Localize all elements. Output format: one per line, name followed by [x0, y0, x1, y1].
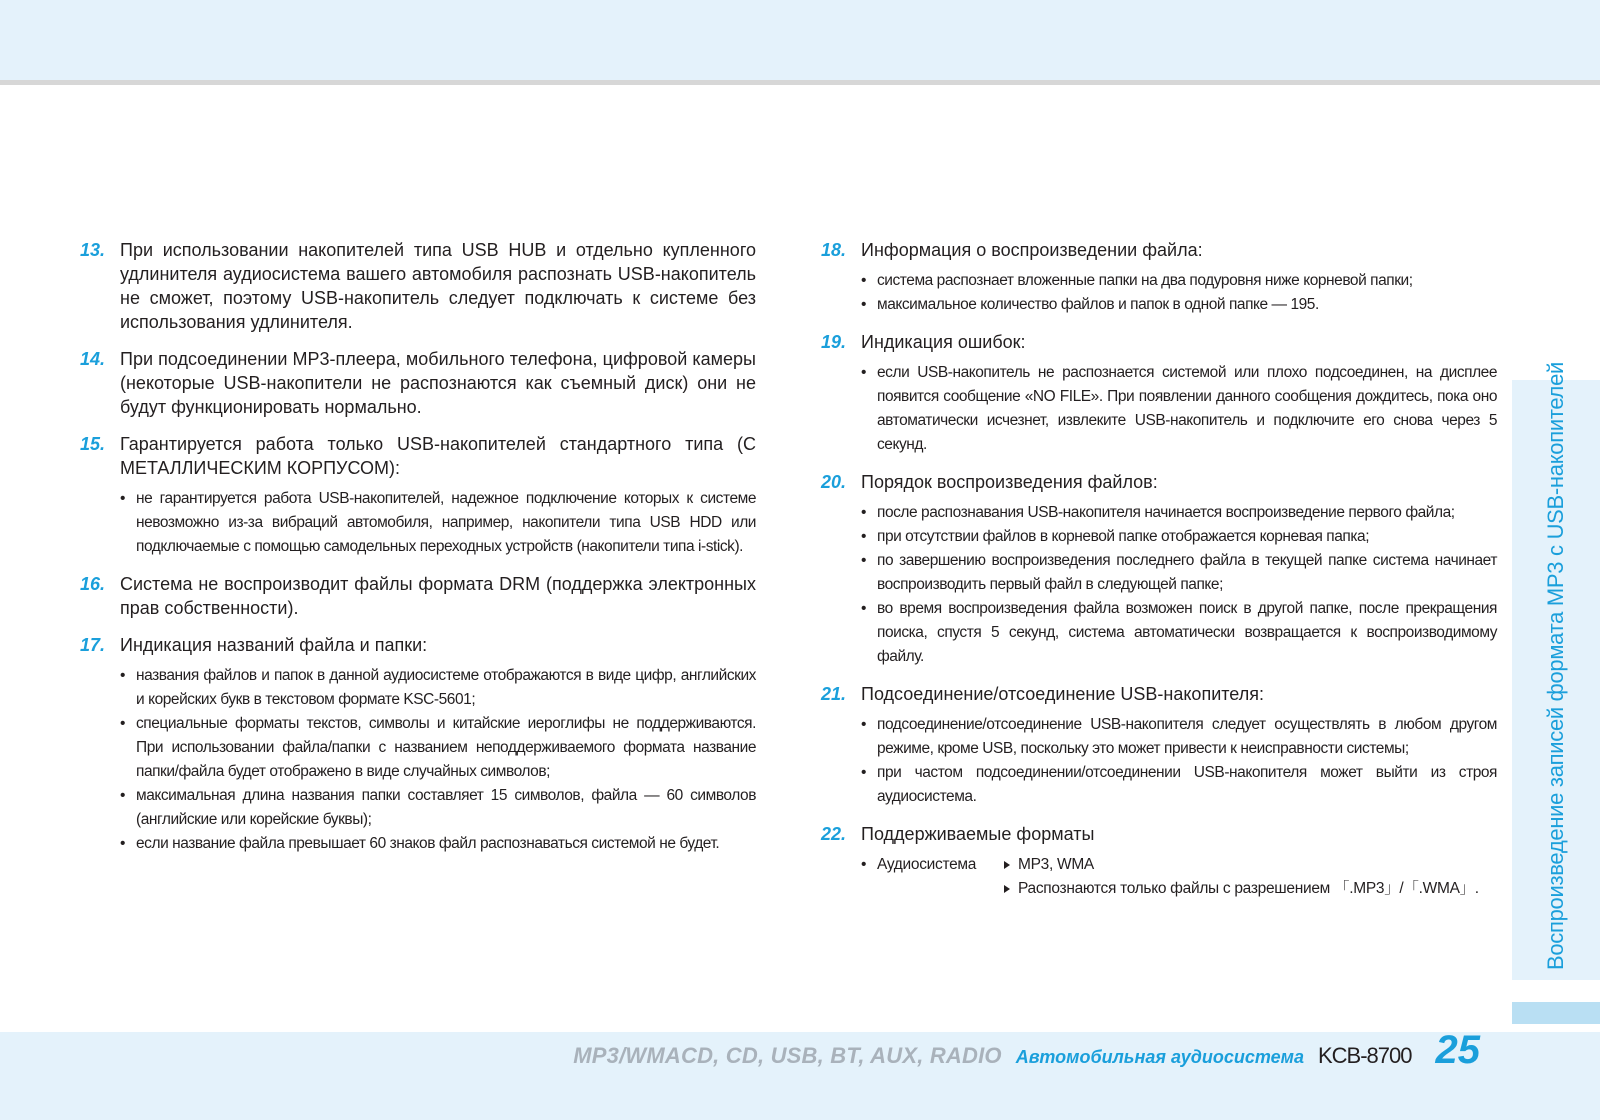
- item-number: 17.: [80, 635, 106, 655]
- bullet-text: названия файлов и папок в данной аудиосистеме отображаются в виде цифр, английских и корейских букв в текстовом формате KSC-5601;: [136, 667, 756, 708]
- bullet-item: [120, 712, 756, 784]
- bullet-item: [861, 361, 1497, 457]
- item-number: 21.: [821, 684, 847, 704]
- bullet-list: [861, 361, 1497, 457]
- item-number: 13.: [80, 240, 106, 260]
- bullet-icon: •: [861, 504, 866, 521]
- list-item: [80, 347, 756, 419]
- bullet-item: [861, 713, 1497, 761]
- bullet-text: при отсутствии файлов в корневой папке отображается корневая папка;: [877, 528, 1370, 545]
- bullet-icon: •: [861, 364, 866, 381]
- formats-row: [861, 853, 1497, 901]
- bullet-text: максимальное количество файлов и папок в одной папке — 195.: [877, 296, 1319, 313]
- item-text: Подсоединение/отсоединение USB-накопителя:: [861, 684, 1264, 704]
- item-number: 14.: [80, 349, 106, 369]
- bullet-item: [861, 525, 1497, 549]
- item-number: 22.: [821, 824, 847, 844]
- item-text: Гарантируется работа только USB-накопителей стандартного типа (С МЕТАЛЛИЧЕСКИМ КОРПУСОМ):: [120, 434, 756, 478]
- bullet-icon: •: [120, 667, 125, 684]
- item-text: Порядок воспроизведения файлов:: [861, 472, 1158, 492]
- formats-value-text: Распознаются только файлы с разрешением 「.MP3」/「.WMA」.: [1018, 880, 1479, 897]
- footer-model: KCB-8700: [1317, 1043, 1412, 1068]
- right-column: [821, 238, 1497, 914]
- bullet-icon: •: [861, 764, 866, 781]
- bullet-list: [861, 269, 1497, 317]
- bullet-icon: •: [861, 272, 866, 289]
- list-item: [821, 330, 1497, 457]
- bullet-icon: •: [120, 787, 125, 804]
- item-text: Индикация названий файла и папки:: [120, 635, 428, 655]
- item-text: При использовании накопителей типа USB HUB и отдельно купленного удлинителя аудиосистема вашего автомобиля распознать USB-накопитель не сможет, поэтому USB-накопитель следует подключать к системе без использования удлинителя.: [120, 240, 756, 332]
- bullet-item: [861, 549, 1497, 597]
- bullet-icon: •: [861, 552, 866, 569]
- item-text: Информация о воспроизведении файла:: [861, 240, 1203, 260]
- footer-features: MP3/WMACD, CD, USB, BT, AUX, RADIO: [573, 1043, 1002, 1068]
- header-band: [0, 0, 1600, 80]
- bullet-icon: •: [861, 716, 866, 733]
- bullet-icon: •: [861, 856, 867, 873]
- bullet-list: [120, 487, 756, 559]
- list-item: [80, 633, 756, 856]
- bullet-item: [861, 597, 1497, 669]
- bullet-item: [120, 784, 756, 832]
- item-number: 16.: [80, 574, 106, 594]
- bullet-icon: •: [861, 528, 866, 545]
- page-number: 25: [1435, 1028, 1480, 1072]
- list-item: [80, 432, 756, 559]
- item-number: 20.: [821, 472, 847, 492]
- formats-label: Аудиосистема: [877, 856, 977, 873]
- bullet-text: во время воспроизведения файла возможен поиск в другой папке, после прекращения поиска, спустя 5 секунд, система автоматически возвращается к воспроизводимому файлу.: [877, 600, 1497, 665]
- bullet-item: [861, 761, 1497, 809]
- triangle-right-icon: [1004, 885, 1010, 893]
- list-item: [821, 822, 1497, 901]
- bullet-item: [120, 487, 756, 559]
- bullet-item: [120, 832, 756, 856]
- list-item: [821, 470, 1497, 669]
- footer-product-name: Автомобильная аудиосистема: [1015, 1047, 1304, 1067]
- list-item: [80, 238, 756, 334]
- item-text: Система не воспроизводит файлы формата DRM (поддержка электронных прав собственности).: [120, 574, 756, 618]
- bullet-list: [861, 501, 1497, 669]
- item-number: 18.: [821, 240, 847, 260]
- bullet-item: [861, 269, 1497, 293]
- side-section-title: Воспроизведение записей формата MP3 с USB-накопителей: [1543, 361, 1568, 970]
- bullet-text: специальные форматы текстов, символы и китайские иероглифы не поддерживаются. При использовании файла/папки с названием неподдерживаемого формата название папки/файла будет отображено в виде случайных символов;: [136, 715, 756, 780]
- bullet-text: максимальная длина названия папки составляет 15 символов, файла — 60 символов (английские или корейские буквы);: [136, 787, 756, 828]
- bullet-icon: •: [120, 835, 125, 852]
- formats-value: [1002, 853, 1479, 877]
- bullet-icon: •: [861, 296, 866, 313]
- bullet-text: по завершению воспроизведения последнего файла в текущей папке система начинает воспроизводить первый файл в следующей папке;: [877, 552, 1497, 593]
- item-text: При подсоединении MP3-плеера, мобильного телефона, цифровой камеры (некоторые USB-накопители не распознаются как съемный диск) они не будут функционировать нормально.: [120, 349, 756, 417]
- bullet-text: если название файла превышает 60 знаков файл распознаваться системой не будет.: [136, 835, 720, 852]
- bullet-icon: •: [861, 600, 866, 617]
- triangle-right-icon: [1004, 861, 1010, 869]
- bullet-text: не гарантируется работа USB-накопителей, надежное подключение которых к системе невозможно из-за вибраций автомобиля, например, накопители типа USB HDD или подключаемые с помощью самодельных переходных устройств (накопители типа i-stick).: [136, 490, 756, 555]
- bullet-item: [861, 293, 1497, 317]
- left-column: [80, 238, 756, 869]
- formats-value-text: MP3, WMA: [1018, 856, 1094, 873]
- list-item: [821, 682, 1497, 809]
- bullet-item: [861, 501, 1497, 525]
- bullet-icon: •: [120, 715, 125, 732]
- footer: [573, 1028, 1480, 1072]
- bullet-text: подсоединение/отсоединение USB-накопителя следует осуществлять в любом другом режиме, кроме USB, поскольку это может привести к неисправности системы;: [877, 716, 1497, 757]
- item-text: Индикация ошибок:: [861, 332, 1026, 352]
- bullet-text: если USB-накопитель не распознается системой или плохо подсоединен, на дисплее появится сообщение «NO FILE». При появлении данного сообщения дождитесь, пока оно автоматически исчезнет, извлеките USB-накопитель и подключите его снова через 5 секунд.: [877, 364, 1497, 453]
- bullet-icon: •: [120, 490, 125, 507]
- formats-value: [1002, 877, 1479, 901]
- item-number: 19.: [821, 332, 847, 352]
- item-text: Поддерживаемые форматы: [861, 824, 1095, 844]
- bullet-text: при частом подсоединении/отсоединении USB-накопителя может выйти из строя аудиосистема.: [877, 764, 1497, 805]
- list-item: [80, 572, 756, 620]
- formats-values: [1002, 853, 1479, 901]
- bullet-text: после распознавания USB-накопителя начинается воспроизведение первого файла;: [877, 504, 1455, 521]
- bullet-text: система распознает вложенные папки на два подуровня ниже корневой папки;: [877, 272, 1413, 289]
- item-number: 15.: [80, 434, 106, 454]
- side-tab-marker: [1512, 1002, 1600, 1024]
- bullet-list: [120, 664, 756, 856]
- header-rule: [0, 80, 1600, 85]
- bullet-item: [120, 664, 756, 712]
- list-item: [821, 238, 1497, 317]
- bullet-list: [861, 713, 1497, 809]
